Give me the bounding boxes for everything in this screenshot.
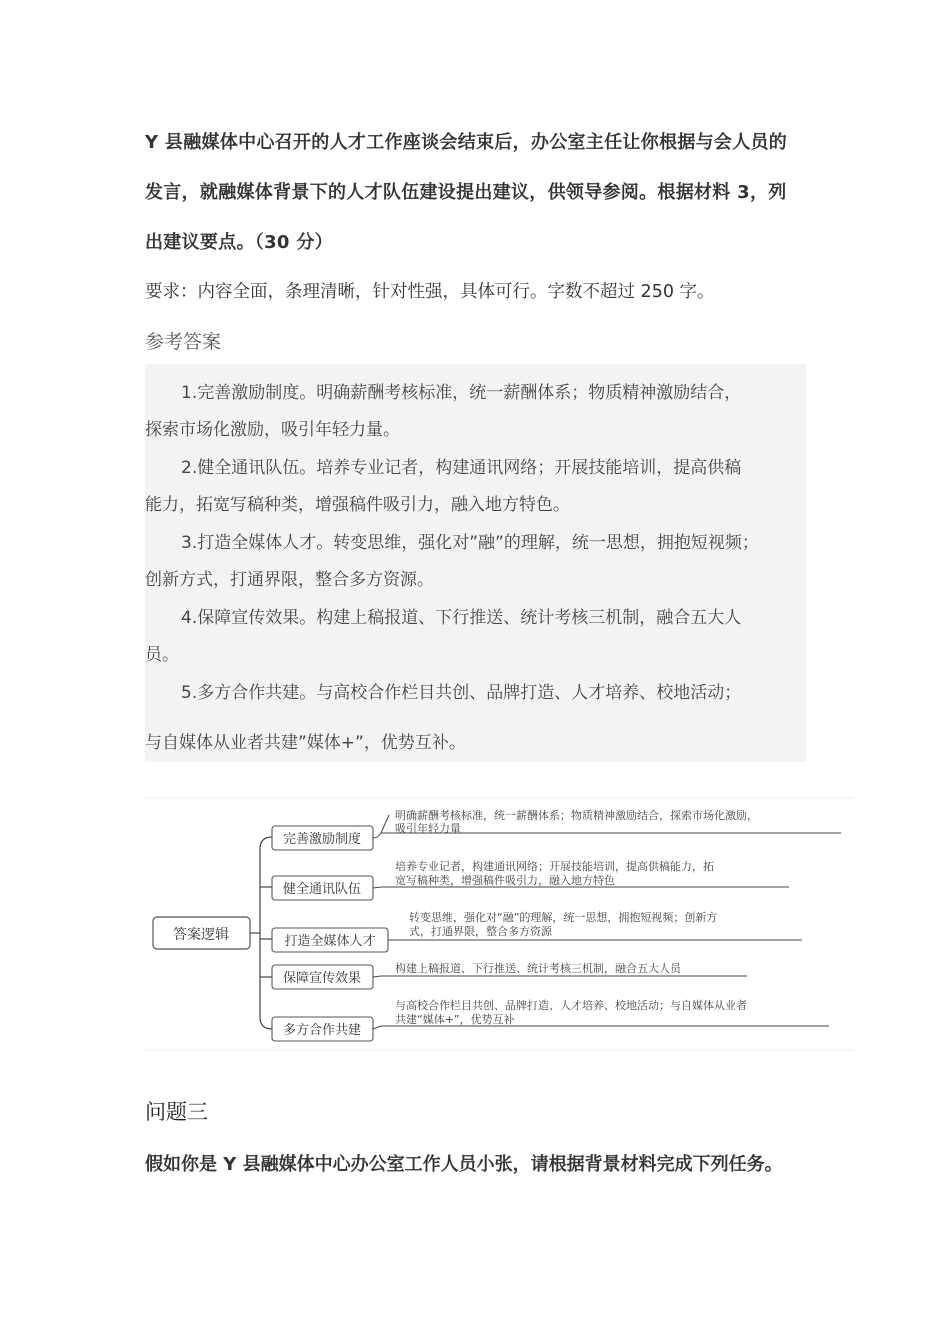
- answer-line: 能力，拓宽写稿种类，增强稿件吸引力，融入地方特色。: [145, 495, 570, 515]
- mindmap-root-label: 答案逻辑: [173, 927, 229, 943]
- mindmap-branch-label: 打造全媒体人才: [284, 934, 376, 949]
- mindmap-detail-text: 与高校合作栏目共创、品牌打造、人才培养、校地活动；与自媒体从业者: [395, 999, 747, 1012]
- mindmap-branch-label: 多方合作共建: [282, 1023, 362, 1038]
- mindmap-detail-text: 培养专业记者，构建通讯网络；开展技能培训，提高供稿能力，拓: [395, 860, 714, 873]
- question-line-1: Y 县融媒体中心召开的人才工作座谈会结束后，办公室主任让你根据与会人员的: [145, 132, 788, 153]
- mindmap-branch-label: 保障宣传效果: [282, 971, 362, 986]
- mindmap-detail-text: 式，打通界限，整合多方资源: [409, 925, 552, 938]
- requirement-text: 要求：内容全面，条理清晰，针对性强，具体可行。字数不超过 250 字。: [145, 282, 715, 302]
- answer-line: 创新方式，打通界限，整合多方资源。: [145, 570, 434, 590]
- answer-line: 员。: [145, 645, 179, 665]
- answer-line: 3.打造全媒体人才。转变思维，强化对”融”的理解，统一思想，拥抱短视频；: [181, 533, 759, 553]
- mindmap-diagram: [145, 797, 853, 1051]
- answer-line: 探索市场化激励，吸引年轻力量。: [145, 420, 400, 440]
- answer-line: 4.保障宣传效果。构建上稿报道、下行推送、统计考核三机制，融合五大人: [181, 608, 742, 628]
- answer-box: [145, 364, 806, 762]
- mindmap-branch-label: 健全通讯队伍: [282, 882, 362, 897]
- mindmap-detail-text: 吸引年轻力量: [395, 822, 461, 835]
- answer-line: 5.多方合作共建。与高校合作栏目共创、品牌打造、人才培养、校地活动；: [181, 683, 742, 703]
- mindmap-detail-text: 共建“媒体+”，优势互补: [395, 1013, 515, 1026]
- mindmap-detail-text: 宽写稿种类，增强稿件吸引力，融入地方特色: [395, 874, 615, 887]
- question-line-2: 发言，就融媒体背景下的人才队伍建设提出建议，供领导参阅。根据材料 3，列: [145, 182, 787, 203]
- mindmap-branch-label: 完善激励制度: [282, 832, 362, 847]
- answer-line: 1.完善激励制度。明确薪酬考核标准，统一薪酬体系；物质精神激励结合，: [181, 383, 742, 403]
- mindmap-detail-text: 转变思维，强化对“融”的理解，统一思想，拥抱短视频；创新方: [409, 911, 718, 924]
- reference-title: 参考答案: [145, 331, 222, 353]
- section-text: 假如你是 Y 县融媒体中心办公室工作人员小张，请根据背景材料完成下列任务。: [145, 1154, 783, 1175]
- mindmap-detail-text: 构建上稿报道、下行推送、统计考核三机制，融合五大人员: [395, 962, 681, 975]
- answer-line: 2.健全通讯队伍。培养专业记者，构建通讯网络；开展技能培训，提高供稿: [181, 458, 742, 478]
- answer-line: 与自媒体从业者共建”媒体+”，优势互补。: [145, 733, 466, 753]
- question-line-3: 出建议要点。（30 分）: [145, 232, 333, 253]
- section-title: 问题三: [145, 1100, 208, 1124]
- mindmap-detail-text: 明确薪酬考核标准，统一薪酬体系；物质精神激励结合，探索市场化激励，: [395, 809, 758, 822]
